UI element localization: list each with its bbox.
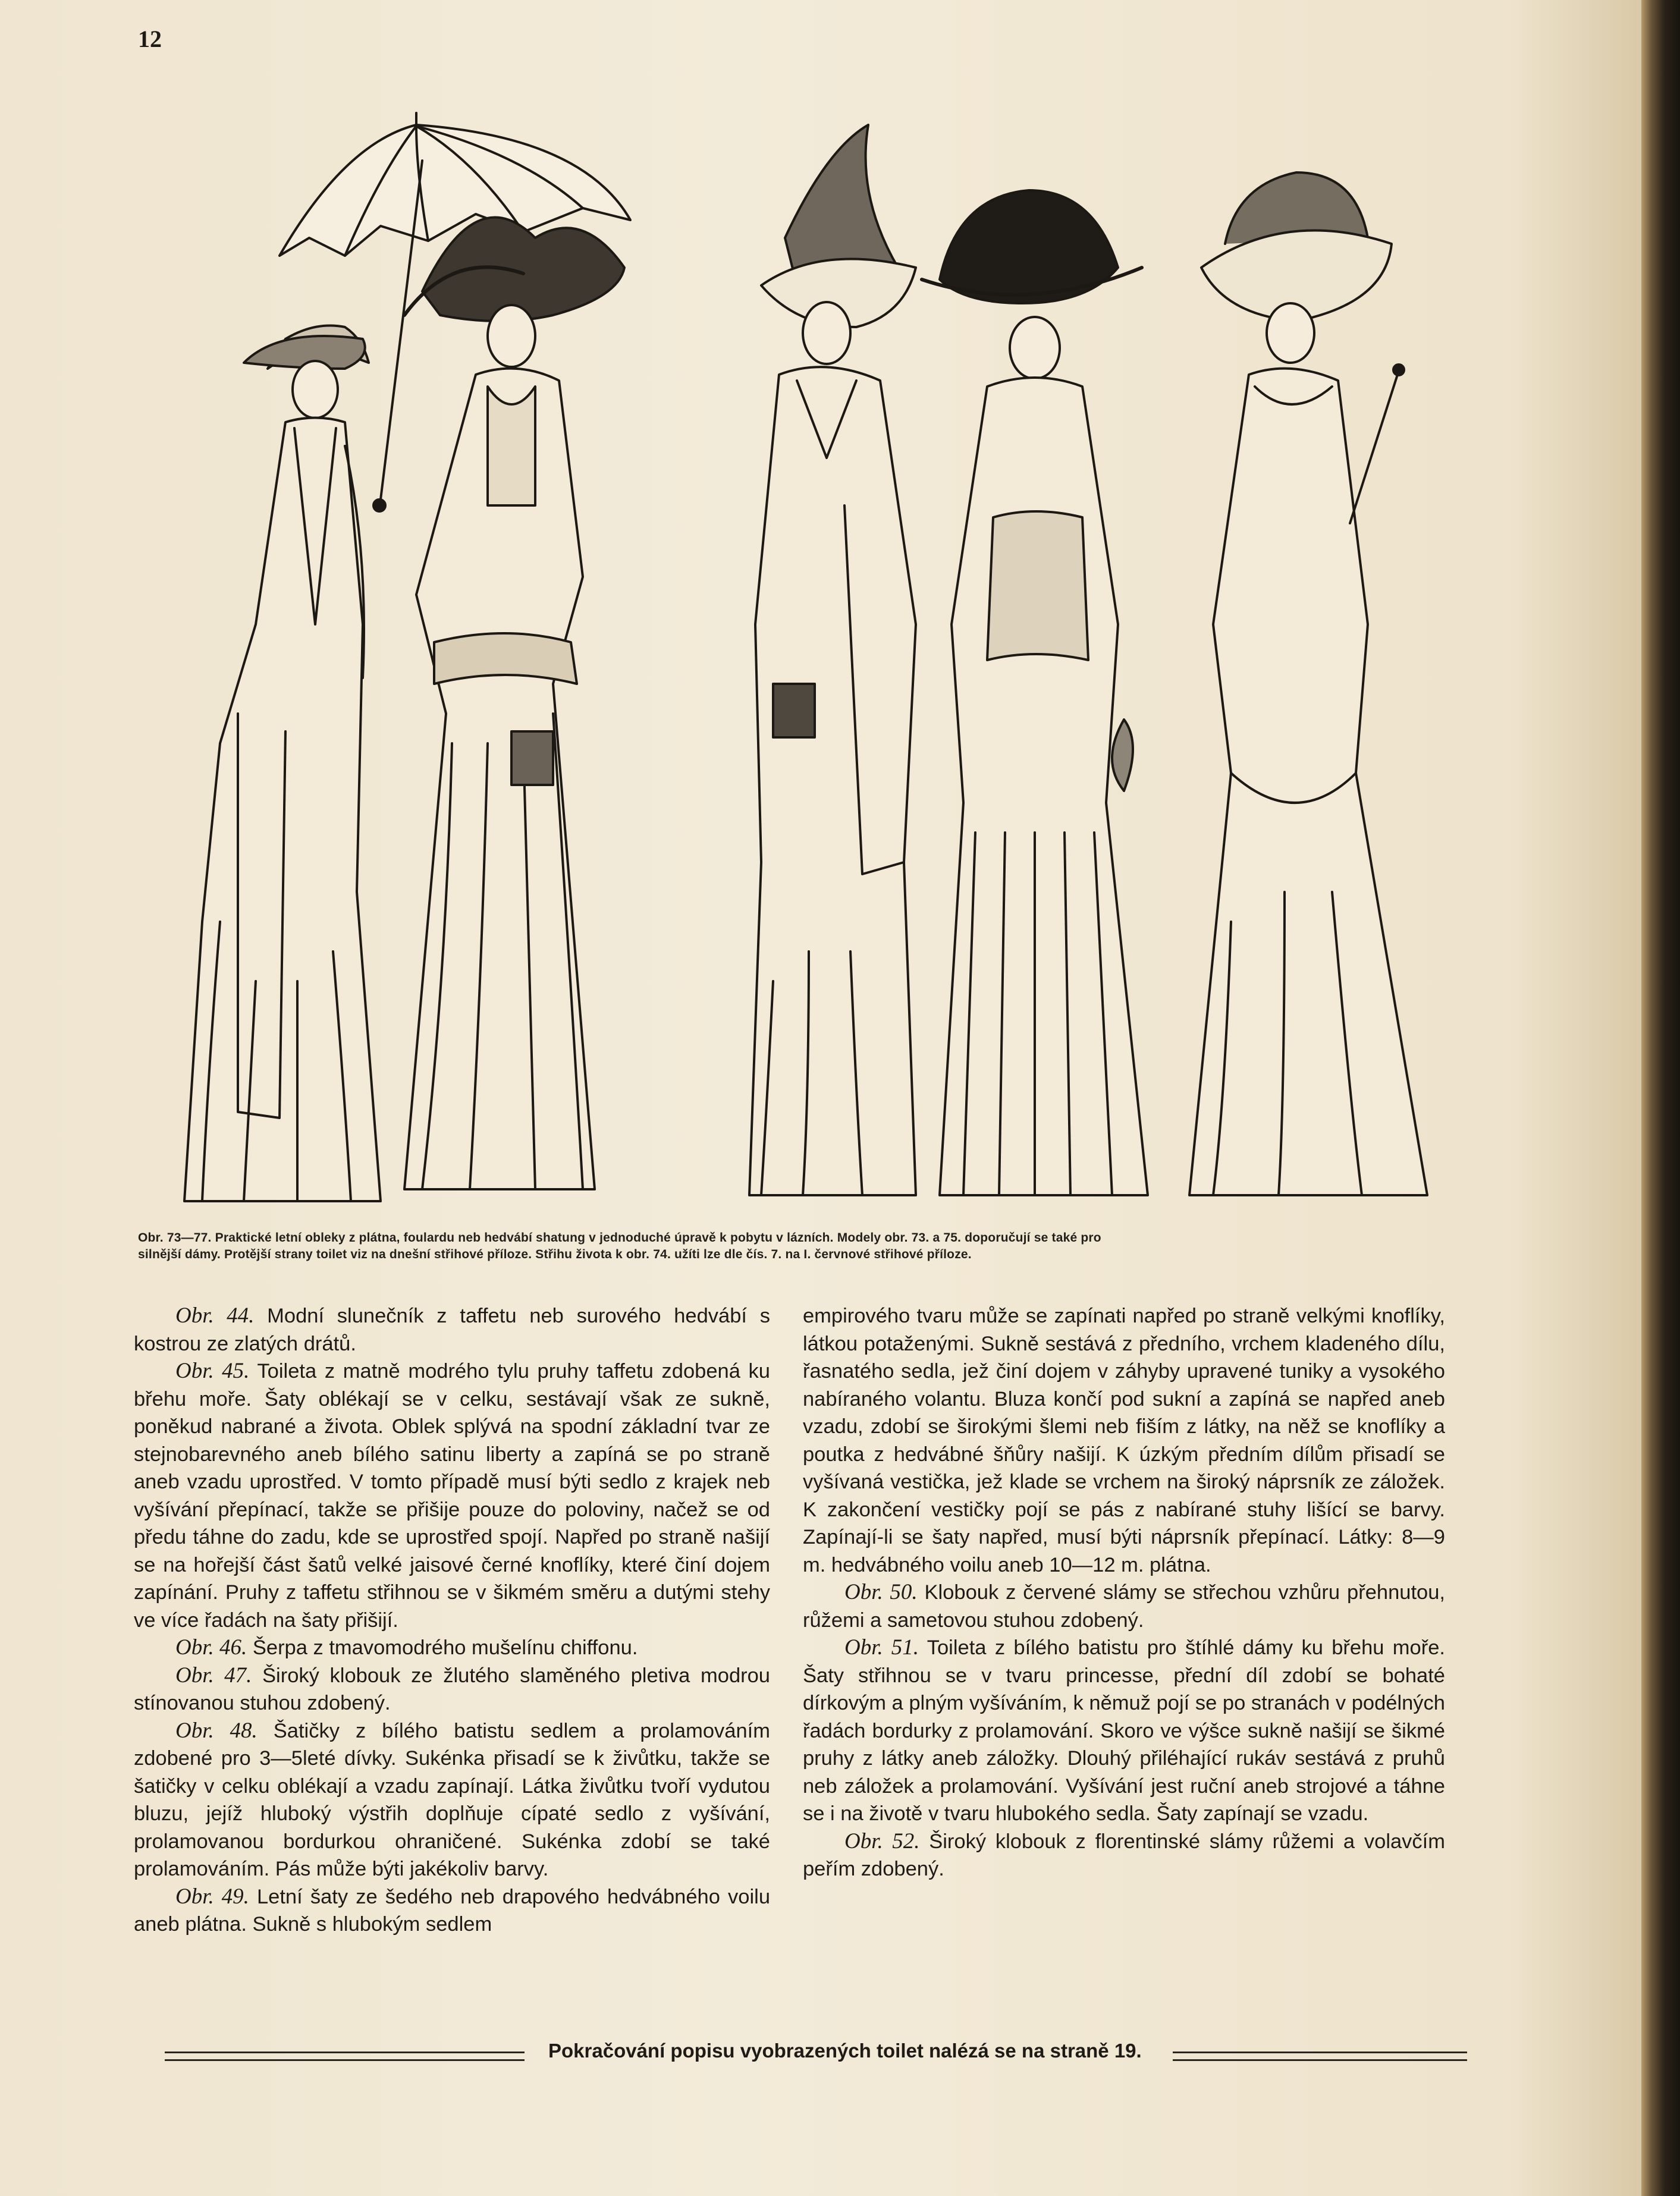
- page-number: 12: [138, 26, 162, 52]
- paragraph: [134, 1717, 770, 1883]
- footer-rule-right: [1173, 2052, 1467, 2061]
- figure-lady-1: [184, 326, 381, 1202]
- paragraph-text: Letní šaty ze šedého neb drapového hedvábného voilu aneb plátna. Sukně s hlubokým sedlem: [134, 1885, 770, 1936]
- figure-reference: Obr. 44.: [175, 1303, 255, 1328]
- figure-lady-4: [922, 190, 1148, 1195]
- figure-caption: [138, 1230, 1446, 1263]
- paragraph: [803, 1828, 1445, 1883]
- paragraph: [803, 1634, 1445, 1828]
- paragraph: [803, 1302, 1445, 1579]
- figure-reference: Obr. 45.: [175, 1359, 250, 1383]
- caption-line-2: silnější dámy. Protější strany toilet viz na dnešní střihové příloze. Střihu života k obr. 74. užíti lze dle čís. 7. na I. červnové střihové příloze.: [138, 1248, 972, 1261]
- fashion-illustration: [167, 89, 1487, 1219]
- paragraph-text: Široký klobouk z florentinské slámy růžemi a volavčím peřím zdobený.: [803, 1830, 1445, 1880]
- figure-reference: Obr. 50.: [844, 1580, 918, 1604]
- figure-reference: Obr. 48.: [175, 1718, 258, 1743]
- figure-lady-5: [1189, 172, 1427, 1195]
- paragraph-text: Široký klobouk ze žlutého slaměného pletiva modrou stínovanou stuhou zdobený.: [134, 1664, 770, 1714]
- figure-reference: Obr. 52.: [844, 1829, 920, 1853]
- left-column: [134, 1302, 770, 1939]
- footer-text: Pokračování popisu vyobrazených toilet nalézá se na straně 19.: [548, 2040, 1142, 2062]
- paragraph-text: Toileta z matně modrého tylu pruhy taffetu zdobená ku břehu moře. Šaty oblékají se v celku, sestávají však ze sukně, poněkud nabrané a života. Oblek splývá na spodní základní tvar ze stejnobarevného aneb bílého satinu liberty a zapíná se po straně aneb vzadu uprostřed. V tomto případě musí býti sedlo z krajek neb vyšívání přepínací, takže se přišije pouze do poloviny, načež se od předu táhne do zadu, kde se uprostřed spojí. Napřed po straně našijí se na hořejší část šatů velké jaisové černé knoflíky, které činí dojem zapínání. Pruhy z taffetu střihnou se v šikmém směru a dutými stehy ve více řadách na šaty přišijí.: [134, 1360, 770, 1632]
- paragraph: [134, 1883, 770, 1939]
- figure-lady-3: [749, 125, 916, 1195]
- paragraph: [134, 1662, 770, 1717]
- footer-rule-left: [165, 2052, 525, 2061]
- paragraph: [803, 1579, 1445, 1634]
- paragraph-text: Klobouk z červené slámy se střechou vzhůru přehnutou, růžemi a sametovou stuhou zdobený.: [803, 1581, 1445, 1632]
- figure-reference: Obr. 49.: [175, 1884, 249, 1909]
- paragraph-text: Šerpa z tmavomodrého mušelínu chiffonu.: [247, 1636, 638, 1659]
- page-edge: [1641, 0, 1680, 2196]
- paragraph: [134, 1302, 770, 1358]
- paragraph-text: empirového tvaru může se zapínati napřed po straně velkými knoflíky, látkou potaženými. Sukně sestává z předního, vrchem kladeného dílu, řasnatého sedla, jež činí dojem v záhyby upravené tuniky a vysokého nabíraného volantu. Bluza končí pod sukní a zapíná se napřed aneb vzadu, zdobí se širokými šlemi neb fiším z látky, na něž se knoflíky a poutka z hedvábné šňůry našijí. K úzkým předním dílům přisadí se vyšívaná vestička, jež klade se vrchem na široký náprsník ze záložek. K zakončení vestičky pojí se pás z nabírané stuhy lišící se barvy. Zapínají-li se šaty napřed, musí býti náprsník přepínací. Látky: 8—9 m. hedvábného voilu aneb 10—12 m. plátna.: [803, 1305, 1445, 1576]
- paragraph: [134, 1634, 770, 1662]
- continuation-footer: [138, 2040, 1446, 2075]
- figure-reference: Obr. 47.: [175, 1663, 252, 1688]
- figure-reference: Obr. 46.: [175, 1635, 247, 1660]
- paragraph-text: Toileta z bílého batistu pro štíhlé dámy ku břehu moře. Šaty střihnou se v tvaru princesse, přední díl zdobí se bohaté dírkovým a plným vyšíváním, k němuž pojí se po stranách v podélných řadách bordurky z prolamování. Skoro ve výšce sukně našijí se šikmé pruhy z látky aneb záložky. Dlouhý přiléhající rukáv sestává z pruhů neb záložek a prolamování. Vyšívání jest ruční aneb strojové a táhne se i na životě v tvaru hlubokého sedla. Šaty zapínají se vzadu.: [803, 1636, 1445, 1825]
- paragraph-text: Modní slunečník z taffetu neb surového hedvábí s kostrou ze zlatých drátů.: [134, 1305, 770, 1355]
- paragraph: [134, 1358, 770, 1634]
- figure-reference: Obr. 51.: [844, 1635, 919, 1660]
- figure-lady-2: [404, 218, 624, 1189]
- paragraph-text: Šatičky z bílého batistu sedlem a prolamováním zdobené pro 3—5leté dívky. Sukénka přisadí se k živůtku, takže se šatičky v celku oblékají a vzadu zapínají. Látka živůtku tvoří vydutou bluzu, jejíž hluboký výstřih doplňuje cípaté sedlo z vyšívání, prolamovanou bordurkou ohraničené. Sukénka zdobí se také prolamováním. Pás může býti jakékoliv barvy.: [134, 1719, 770, 1880]
- right-column: [803, 1302, 1445, 1883]
- caption-line-1: Obr. 73—77. Praktické letní obleky z plátna, foulardu neb hedvábí shatung v jednoduché úpravě k pobytu v lázních. Modely obr. 73. a 75. doporučují se také pro: [138, 1231, 1101, 1245]
